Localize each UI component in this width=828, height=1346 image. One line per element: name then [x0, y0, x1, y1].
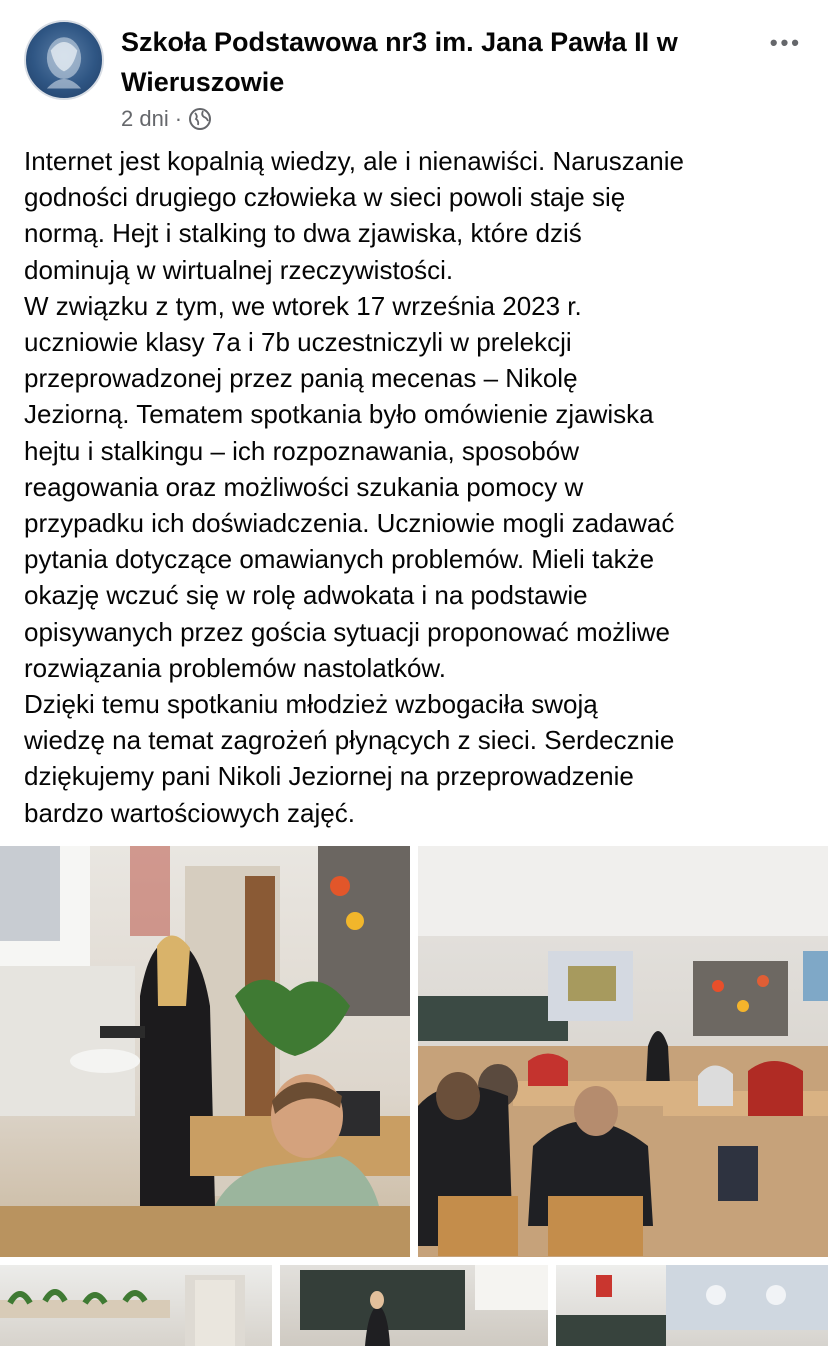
post-body-text: Internet jest kopalnią wiedzy, ale i nienawiści. Naruszanie godności drugiego człowieka w sieci powoli staje się normą. Hejt i stalking to dwa zjawiska, które dziś dominują w wirtualnej rzeczywistości. W związku z tym, we wtorek 17 września 2023 r. uczniowie klasy 7a i 7b uczestniczyli w prelekcji przeprowadzonej przez panią mecenas – Nikolę Jeziorną. Tematem spotkania było omówienie zjawiska hejtu i stalkingu – ich rozpoznawania, sposobów reagowania oraz możliwości szukania pomocy w przypadku ich doświadczenia. Uczniowie mogli zadawać pytania dotyczące omawianych problemów. Mieli także okazję wczuć się w rolę adwokata i na podstawie opisywanych przez gościa sytuacji proponować możliwe rozwiązania problemów nastolatków. Dzięki temu spotkaniu młodzież wzbogaciła swoją wiedzę na temat zagrożeń płynących z sieci. Serdecznie dziękujemy pani Nikoli Jeziornej na przeprowadzenie bardzo wartościowych zajęć.: [24, 146, 684, 828]
post-photo-3[interactable]: [0, 1265, 272, 1346]
post-header: [0, 0, 828, 140]
page-name-link[interactable]: Szkoła Podstawowa nr3 im. Jana Pawła II w Wieruszowie: [121, 27, 678, 97]
globe-icon: [188, 107, 212, 131]
post-photo-4[interactable]: [280, 1265, 548, 1346]
post-meta: [121, 106, 212, 132]
page-avatar[interactable]: [24, 20, 104, 100]
post-photo-1[interactable]: [0, 846, 410, 1257]
post-photo-2[interactable]: [418, 846, 828, 1257]
meta-separator: ·: [174, 106, 183, 131]
post-timestamp[interactable]: 2 dni: [121, 106, 169, 131]
post-photo-5[interactable]: [556, 1265, 828, 1346]
more-options-icon[interactable]: •••: [769, 30, 802, 55]
